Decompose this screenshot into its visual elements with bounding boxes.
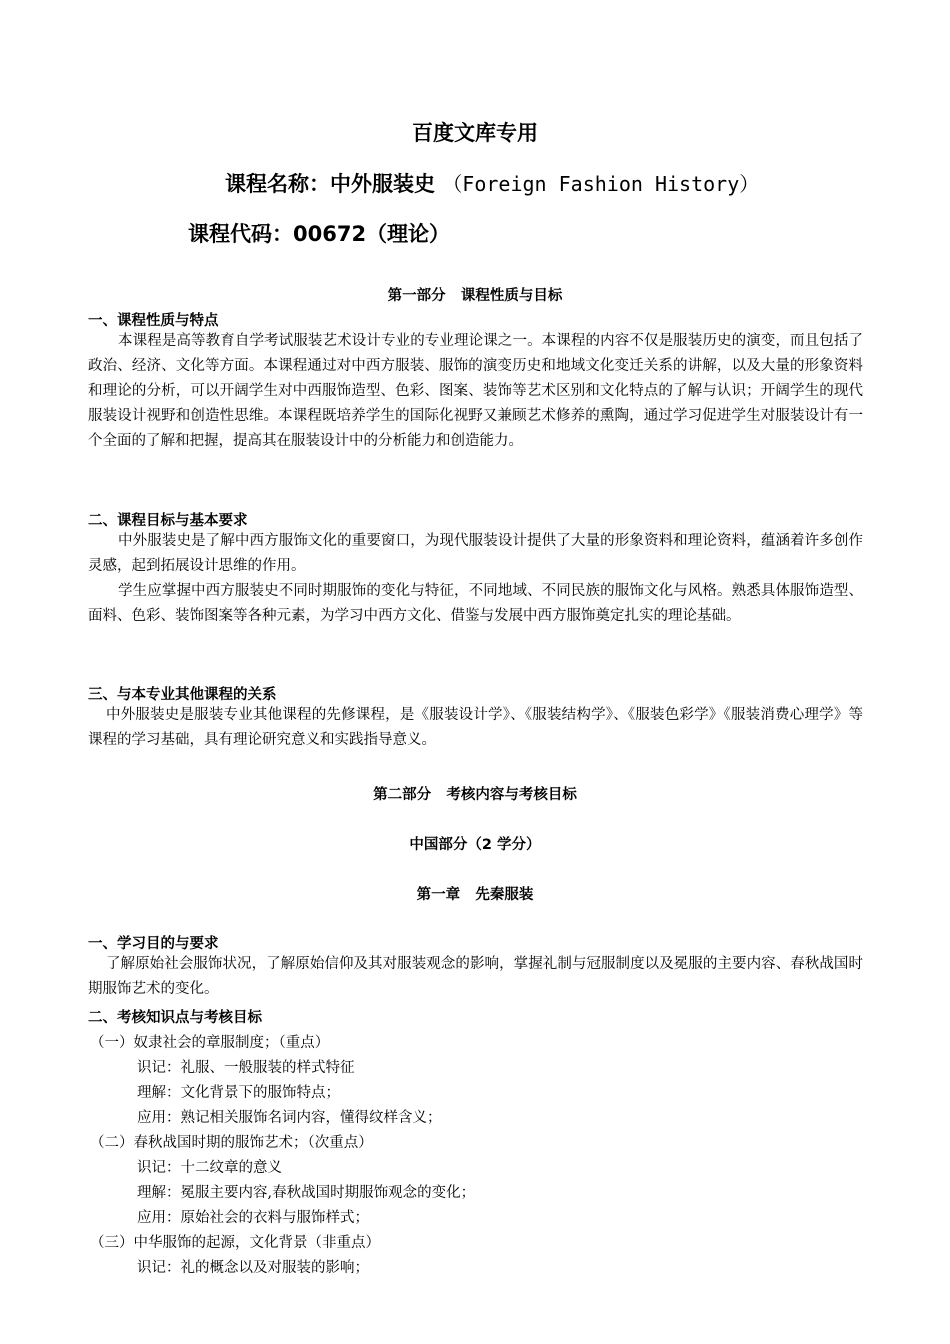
china-part-title: 中国部分（2 学分） xyxy=(409,837,541,853)
part2-title: 第二部分 考核内容与考核目标 xyxy=(373,787,577,803)
chapter-paragraph-1-text: 了解原始社会服饰状况，了解原始信仰及其对服装观念的影响，掌握礼制与冠服制度以及冕服的主要内容、春秋战国时期服饰艺术的变化。 xyxy=(88,956,863,997)
section-paragraph-1-text: 本课程是高等教育自学考试服装艺术设计专业的专业理论课之一。本课程的内容不仅是服装历史的演变，而且包括了政治、经济、文化等方面。本课程通过对中西方服装、服饰的演变历史和地域文化变迁关系的讲解，以及大量的形象资料和理论的分析，可以开阔学生对中西服饰造型、色彩、图案、装饰等艺术区别和文化特点的了解与认识；开阔学生的现代服装设计视野和创造性思维。本课程既培养学生的国际化视野又兼顾艺术修养的熏陶，通过学习促进学生对服装设计有一个全面的了解和把握，提高其在服装设计中的分析能力和创造能力。 xyxy=(88,333,863,449)
chapter-paragraph-1 xyxy=(88,952,863,1002)
section-paragraph-2b-text: 学生应掌握中西方服装史不同时期服饰的变化与特征，不同地域、不同民族的服饰文化与风格。熟悉具体服饰造型、面料、色彩、装饰图案等各种元素，为学习中西方文化、借鉴与发展中西方服饰奠定扎实的理论基础。 xyxy=(88,583,863,624)
knowledge-sub-2-2: 理解：冕服主要内容,春秋战国时期服饰观念的变化； xyxy=(137,1185,476,1201)
course-name-en: （Foreign Fashion History） xyxy=(442,172,760,196)
knowledge-sub-2-1: 识记：十二纹章的意义 xyxy=(137,1160,282,1176)
section-heading-1: 一、课程性质与特点 xyxy=(88,313,219,329)
knowledge-sub-1-3: 应用：熟记相关服饰名词内容，懂得纹样含义； xyxy=(137,1110,442,1126)
section-paragraph-3 xyxy=(88,703,863,753)
chapter-heading-1: 一、学习目的与要求 xyxy=(88,936,219,952)
course-name xyxy=(225,168,759,198)
chapter-heading-2: 二、考核知识点与考核目标 xyxy=(88,1010,262,1026)
knowledge-item-3: （三）中华服饰的起源，文化背景（非重点） xyxy=(90,1235,380,1251)
section-paragraph-2a xyxy=(88,529,863,579)
banner-title: 百度文库专用 xyxy=(412,121,538,145)
knowledge-sub-3-1: 识记：礼的概念以及对服装的影响； xyxy=(137,1260,369,1276)
knowledge-item-2: （二）春秋战国时期的服饰艺术；（次重点） xyxy=(90,1135,373,1151)
section-heading-3: 三、与本专业其他课程的关系 xyxy=(88,687,277,703)
course-name-zh: 课程名称：中外服装史 xyxy=(225,172,443,196)
course-code: 课程代码：00672（理论） xyxy=(188,222,451,246)
section-heading-2: 二、课程目标与基本要求 xyxy=(88,513,248,529)
knowledge-item-1: （一）奴隶社会的章服制度；（重点） xyxy=(90,1035,330,1051)
section-paragraph-3-text: 中外服装史是服装专业其他课程的先修课程，是《服装设计学》、《服装结构学》、《服装色彩学》《服装消费心理学》等课程的学习基础，具有理论研究意义和实践指导意义。 xyxy=(88,707,863,748)
chapter-title: 第一章 先秦服装 xyxy=(416,887,534,903)
part1-title: 第一部分 课程性质与目标 xyxy=(387,288,563,304)
section-paragraph-2b xyxy=(88,579,863,629)
section-paragraph-1 xyxy=(88,329,863,454)
section-paragraph-2a-text: 中外服装史是了解中西方服饰文化的重要窗口，为现代服装设计提供了大量的形象资料和理论资料，蕴涵着许多创作灵感，起到拓展设计思维的作用。 xyxy=(88,533,863,574)
knowledge-sub-2-3: 应用：原始社会的衣料与服饰样式； xyxy=(137,1210,369,1226)
knowledge-sub-1-1: 识记：礼服、一般服装的样式特征 xyxy=(137,1060,355,1076)
knowledge-sub-1-2: 理解：文化背景下的服饰特点； xyxy=(137,1085,340,1101)
